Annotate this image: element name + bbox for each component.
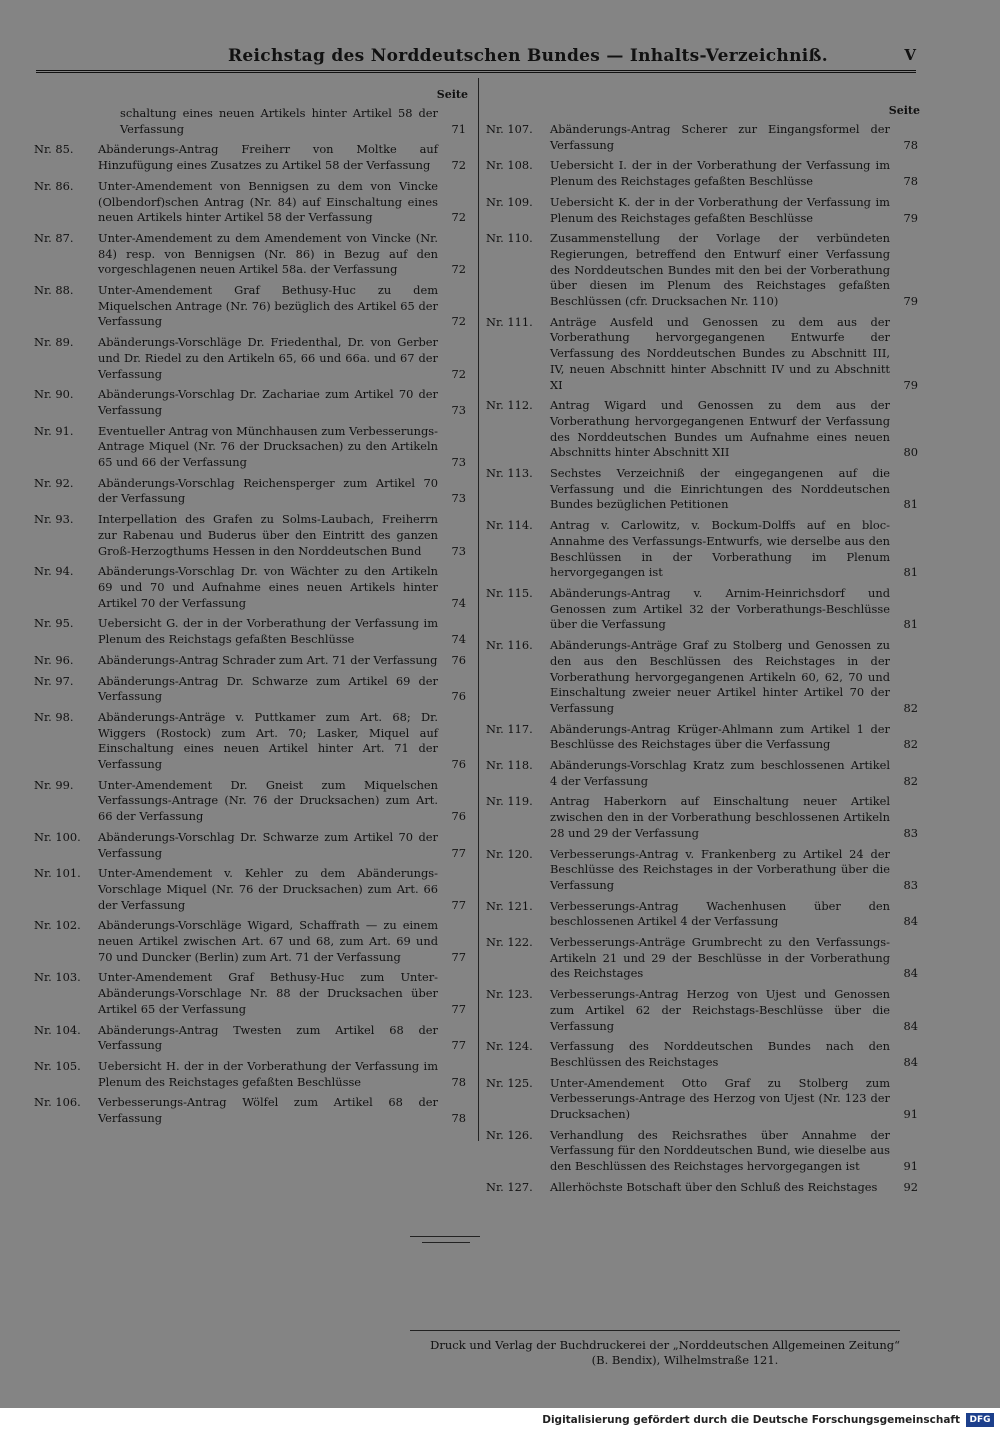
entry-number: Nr. 116. <box>486 638 533 653</box>
toc-entry <box>486 1180 920 1196</box>
entry-title: Abänderungs-Vorschlag Reichensperger zum Artikel 70 der Verfassung <box>98 475 438 506</box>
toc-entry <box>34 778 468 825</box>
toc-entry <box>486 586 920 633</box>
entry-number: Nr. 112. <box>486 398 533 413</box>
entry-number: Nr. 95. <box>34 616 74 631</box>
entry-title: Antrag Haberkorn auf Einschaltung neuer Artikel zwischen den in der Vorberathung beschlossenen Artikeln 28 und 29 der Verfassung <box>550 794 890 840</box>
entry-title: Uebersicht K. der in der Vorberathung der Verfassung im Plenum des Reichstages gefaßten Beschlüsse <box>550 194 890 225</box>
toc-entry <box>34 918 468 965</box>
entry-number: Nr. 118. <box>486 758 533 773</box>
entry-number: Nr. 124. <box>486 1039 533 1054</box>
entry-title: Verfassung des Norddeutschen Bundes nach den Beschlüssen des Reichstages <box>550 1039 890 1069</box>
entry-number: Nr. 107. <box>486 122 533 136</box>
dfg-credit: Digitalisierung gefördert durch die Deutsche Forschungsgemeinschaft <box>542 1414 960 1426</box>
toc-entry <box>486 466 920 513</box>
right-entry-list <box>486 122 920 1196</box>
end-rule <box>410 1236 480 1237</box>
entry-page: 72 <box>451 158 466 173</box>
entry-number: Nr. 114. <box>486 518 533 533</box>
entry-title: Abänderungs-Vorschlag Dr. Schwarze zum Artikel 70 der Verfassung <box>98 829 438 860</box>
entry-number: Nr. 102. <box>34 918 81 933</box>
toc-entry <box>486 518 920 581</box>
entry-number: Nr. 92. <box>34 475 74 490</box>
entry-number: Nr. 125. <box>486 1075 533 1090</box>
entry-number: Nr. 103. <box>34 970 81 985</box>
entry-page: 80 <box>903 445 918 460</box>
entry-title: Verbesserungs-Antrag Wölfel zum Artikel 68 der Verfassung <box>98 1095 438 1126</box>
toc-entry <box>486 899 920 930</box>
entry-page: 77 <box>451 897 466 912</box>
left-column <box>34 86 468 1132</box>
entry-page: 77 <box>451 1001 466 1016</box>
entry-number: Nr. 113. <box>486 466 533 481</box>
entry-page: 84 <box>903 1018 918 1033</box>
entry-page: 72 <box>451 262 466 277</box>
entry-number: Nr. 87. <box>34 230 74 245</box>
entry-title: Abänderungs-Vorschläge Wigard, Schaffrath — zu einem neuen Artikel zwischen Art. 67 und 68, zum Art. 69 und 70 und Duncker (Berlin) zum Art. 71 der Verfassung <box>98 918 438 964</box>
entry-number: Nr. 120. <box>486 846 533 861</box>
entry-page: 76 <box>451 809 466 824</box>
entry-title: Unter-Amendement Graf Bethusy-Huc zum Unter-Abänderungs-Vorschlage Nr. 88 der Drucksachen über Artikel 65 der Verfassung <box>98 970 438 1016</box>
toc-entry <box>486 987 920 1034</box>
entry-number: Nr. 90. <box>34 387 74 402</box>
entry-title: Unter-Amendement Dr. Gneist zum Miquelschen Verfassungs-Antrage (Nr. 76 der Drucksachen) zum Art. 66 der Verfassung <box>98 777 438 824</box>
entry-page: 78 <box>903 174 918 189</box>
entry-title: Sechstes Verzeichniß der eingegangenen auf die Verfassung und die Einrichtungen des Norddeutschen Bundes bezüglichen Petitionen <box>550 466 890 512</box>
entry-title: Verbesserungs-Anträge Grumbrecht zu den Verfassungs-Artikeln 21 und 29 der Beschlüsse in der Vorberathung des Reichstages <box>550 935 890 981</box>
toc-entry <box>34 1023 468 1054</box>
entry-title: Verbesserungs-Antrag Wachenhusen über den beschlossenen Artikel 4 der Verfassung <box>550 898 890 929</box>
entry-title: Anträge Ausfeld und Genossen zu dem aus der Vorberathung hervorgegangenen Entwurfe der Verfassung des Norddeutschen Bundes zu Abschnitt III, IV, neuen Abschnitt hinter Abschnitt IV und zu Abschnitt XI <box>550 314 890 392</box>
toc-entry <box>34 335 468 382</box>
toc-entry <box>34 674 468 705</box>
entry-number: Nr. 93. <box>34 512 74 527</box>
toc-entry <box>486 794 920 841</box>
entry-title: Abänderungs-Anträge Graf zu Stolberg und Genossen zu den aus den Beschlüssen des Reichstages in der Vorberathung hervorgegangenen Artikeln 60, 62, 70 und Einschaltung zweier neuer Artikel hinter Artikel 70 der Verfassung <box>550 638 890 715</box>
entry-number: Nr. 85. <box>34 142 74 157</box>
entry-title: Abänderungs-Antrag v. Arnim-Heinrichsdorf und Genossen zum Artikel 32 der Vorberathungs-Beschlüsse über die Verfassung <box>550 585 890 632</box>
entry-page: 73 <box>451 455 466 470</box>
imprint-line-2: (B. Bendix), Wilhelmstraße 121. <box>591 1353 779 1367</box>
toc-entry <box>486 315 920 394</box>
entry-title: Zusammenstellung der Vorlage der verbündeten Regierungen, betreffend den Entwurf einer Verfassung des Norddeutschen Bundes mit den bei der Vorberathung über diesen im Plenum des Reichstages gefaßten Beschlüssen (cfr. Drucksachen Nr. 110) <box>550 231 890 309</box>
entry-number: Nr. 115. <box>486 585 533 600</box>
entry-page: 81 <box>903 497 918 512</box>
page-header <box>36 44 916 70</box>
entry-number: Nr. 91. <box>34 423 74 438</box>
entry-title: Allerhöchste Botschaft über den Schluß des Reichstages <box>550 1179 878 1194</box>
entry-title: Verbesserungs-Antrag v. Frankenberg zu Artikel 24 der Beschlüsse des Reichstages in der Vorberathung über die Verfassung <box>550 846 890 892</box>
entry-number: Nr. 100. <box>34 829 81 844</box>
entry-page: 74 <box>451 632 466 647</box>
entry-page: 72 <box>451 314 466 329</box>
toc-entry <box>486 1076 920 1123</box>
entry-page: 81 <box>903 565 918 580</box>
toc-entry <box>34 424 468 471</box>
entry-page: 77 <box>451 845 466 860</box>
entry-title: Uebersicht H. der in der Vorberathung der Verfassung im Plenum des Reichstages gefaßten Beschlüsse <box>98 1058 438 1089</box>
entry-title: schaltung eines neuen Artikels hinter Artikel 58 der Verfassung <box>120 106 438 136</box>
entry-number: Nr. 122. <box>486 935 533 950</box>
entry-number: Nr. 86. <box>34 178 74 193</box>
entry-page: 79 <box>903 210 918 225</box>
entry-title: Unter-Amendement zu dem Amendement von Vincke (Nr. 84) resp. von Bennigsen (Nr. 86) in Bezug auf den vorgeschlagenen neuen Artikel 58a. der Verfassung <box>98 230 438 277</box>
entry-title: Verhandlung des Reichsrathes über Annahme der Verfassung für den Norddeutschen Bund, wie dieselbe aus den Beschlüssen des Reichstages hervorgegangen ist <box>550 1127 890 1174</box>
entry-title: Unter-Amendement von Bennigsen zu dem von Vincke (Olbendorf)schen Antrag (Nr. 84) auf Einschaltung eines neuen Artikels hinter Artikel 58 der Verfassung <box>98 178 438 225</box>
entry-page: 84 <box>903 914 918 929</box>
entry-number: Nr. 106. <box>34 1095 81 1110</box>
entry-number: Nr. 97. <box>34 673 74 688</box>
imprint <box>410 1338 900 1368</box>
toc-entry <box>34 1059 468 1090</box>
entry-number: Nr. 109. <box>486 194 533 209</box>
entry-page: 73 <box>451 491 466 506</box>
entry-page: 77 <box>451 1038 466 1053</box>
toc-entry <box>34 142 468 173</box>
toc-entry <box>34 830 468 861</box>
toc-entry <box>34 231 468 278</box>
toc-entry <box>34 512 468 559</box>
entry-page: 82 <box>903 700 918 715</box>
toc-entry <box>486 935 920 982</box>
toc-entry <box>34 283 468 330</box>
imprint-line-1: Druck und Verlag der Buchdruckerei der „Norddeutschen Allgemeinen Zeitung“ <box>430 1338 900 1352</box>
toc-entry <box>34 106 468 137</box>
entry-title: Abänderungs-Vorschlag Dr. von Wächter zu den Artikeln 69 und 70 und Aufnahme eines neuen Artikels hinter Artikel 70 der Verfassung <box>98 564 438 610</box>
entry-page: 72 <box>451 366 466 381</box>
entry-number: Nr. 123. <box>486 987 533 1002</box>
entry-page: 78 <box>451 1074 466 1089</box>
toc-entry <box>34 710 468 773</box>
toc-entry <box>486 1039 920 1070</box>
seite-label-left: Seite <box>436 88 468 101</box>
entry-page: 73 <box>451 402 466 417</box>
entry-title: Unter-Amendement v. Kehler zu dem Abänderungs-Vorschlage Miquel (Nr. 76 der Drucksachen) zum Art. 66 der Verfassung <box>98 866 438 912</box>
entry-page: 78 <box>451 1111 466 1126</box>
seite-label-right: Seite <box>888 104 920 117</box>
entry-number: Nr. 126. <box>486 1127 533 1142</box>
end-rule-short <box>422 1242 470 1243</box>
page-number: V <box>904 46 916 64</box>
entry-number: Nr. 99. <box>34 777 74 792</box>
entry-page: 79 <box>903 294 918 309</box>
entry-page: 74 <box>451 595 466 610</box>
toc-entry <box>34 1095 468 1126</box>
entry-page: 84 <box>903 966 918 981</box>
toc-entry <box>34 653 468 669</box>
toc-entry <box>486 158 920 189</box>
toc-entry <box>486 758 920 789</box>
toc-entry <box>486 722 920 753</box>
header-rule <box>36 70 916 73</box>
toc-entry <box>486 122 920 153</box>
entry-page: 81 <box>903 617 918 632</box>
entry-page: 76 <box>451 689 466 704</box>
entry-number: Nr. 89. <box>34 335 74 350</box>
entry-number: Nr. 117. <box>486 721 533 736</box>
entry-title: Unter-Amendement Graf Bethusy-Huc zu dem Miquelschen Antrage (Nr. 76) bezüglich des Artikel 65 der Verfassung <box>98 283 438 329</box>
toc-entry <box>34 564 468 611</box>
entry-page: 83 <box>903 877 918 892</box>
toc-entry <box>486 195 920 226</box>
entry-page: 71 <box>451 121 466 136</box>
entry-number: Nr. 105. <box>34 1058 81 1073</box>
entry-number: Nr. 104. <box>34 1022 81 1037</box>
toc-entry <box>34 616 468 647</box>
entry-page: 72 <box>451 210 466 225</box>
entry-title: Abänderungs-Antrag Krüger-Ahlmann zum Artikel 1 der Beschlüsse des Reichstages über die Verfassung <box>550 721 890 752</box>
entry-number: Nr. 96. <box>34 652 74 667</box>
toc-entry <box>486 398 920 461</box>
entry-title: Abänderungs-Antrag Schrader zum Art. 71 der Verfassung <box>98 652 438 667</box>
entry-page: 84 <box>903 1054 918 1069</box>
toc-entry <box>34 179 468 226</box>
entry-page: 73 <box>451 543 466 558</box>
toc-entry <box>34 387 468 418</box>
entry-number: Nr. 88. <box>34 283 74 298</box>
entry-title: Abänderungs-Vorschlag Kratz zum beschlossenen Artikel 4 der Verfassung <box>550 758 890 788</box>
entry-title: Abänderungs-Antrag Dr. Schwarze zum Artikel 69 der Verfassung <box>98 673 438 704</box>
entry-number: Nr. 98. <box>34 709 74 724</box>
entry-title: Eventueller Antrag von Münchhausen zum Verbesserungs-Antrage Miquel (Nr. 76 der Drucksachen) zu den Artikeln 65 und 66 der Verfassung <box>98 423 438 470</box>
imprint-rule <box>410 1330 900 1331</box>
entry-number: Nr. 108. <box>486 158 533 173</box>
toc-entry <box>486 847 920 894</box>
entry-page: 83 <box>903 825 918 840</box>
entry-page: 79 <box>903 377 918 392</box>
toc-entry <box>486 638 920 717</box>
dfg-logo-icon: DFG <box>966 1413 994 1427</box>
toc-entry <box>34 970 468 1017</box>
entry-title: Abänderungs-Vorschlag Dr. Zachariae zum Artikel 70 der Verfassung <box>98 387 438 417</box>
entry-page: 91 <box>903 1107 918 1122</box>
toc-entry <box>34 476 468 507</box>
entry-page: 92 <box>903 1179 918 1194</box>
entry-page: 76 <box>451 757 466 772</box>
digitization-footer <box>0 1408 1000 1432</box>
left-entry-list <box>34 106 468 1127</box>
column-divider <box>478 78 479 1141</box>
toc-entry <box>34 866 468 913</box>
entry-number: Nr. 121. <box>486 898 533 913</box>
right-column <box>486 102 920 1201</box>
entry-page: 82 <box>903 773 918 788</box>
entry-number: Nr. 111. <box>486 314 533 329</box>
entry-page: 82 <box>903 737 918 752</box>
entry-number: Nr. 127. <box>486 1179 533 1194</box>
entry-title: Antrag v. Carlowitz, v. Bockum-Dolffs auf en bloc-Annahme des Verfassungs-Entwurfs, wie derselbe aus den Beschlüssen in der Vorberathung im Plenum hervorgegangen ist <box>550 518 890 580</box>
entry-page: 78 <box>903 137 918 152</box>
entry-title: Unter-Amendement Otto Graf zu Stolberg zum Verbesserungs-Antrage des Herzog von Ujest (Nr. 123 der Drucksachen) <box>550 1075 890 1122</box>
entry-title: Uebersicht G. der in der Vorberathung der Verfassung im Plenum des Reichstags gefaßten Beschlüsse <box>98 616 438 647</box>
entry-title: Abänderungs-Antrag Scherer zur Eingangsformel der Verfassung <box>550 122 890 152</box>
entry-title: Uebersicht I. der in der Vorberathung der Verfassung im Plenum des Reichstages gefaßten Beschlüsse <box>550 158 890 189</box>
entry-title: Abänderungs-Vorschläge Dr. Friedenthal, Dr. von Gerber und Dr. Riedel zu den Artikeln 65, 66 und 66a. und 67 der Verfassung <box>98 335 438 381</box>
entry-title: Abänderungs-Antrag Twesten zum Artikel 68 der Verfassung <box>98 1022 438 1053</box>
toc-entry <box>486 231 920 310</box>
entry-number: Nr. 101. <box>34 866 81 881</box>
entry-number: Nr. 94. <box>34 564 74 579</box>
entry-page: 76 <box>451 652 466 667</box>
entry-number: Nr. 119. <box>486 794 533 809</box>
page-title: Reichstag des Norddeutschen Bundes — Inhalts-Verzeichniß. <box>228 46 828 66</box>
entry-title: Interpellation des Grafen zu Solms-Laubach, Freiherrn zur Rabenau und Buderus über den Eintritt des ganzen Groß-Herzogthums Hessen in den Norddeutschen Bund <box>98 512 438 558</box>
entry-title: Verbesserungs-Antrag Herzog von Ujest und Genossen zum Artikel 62 der Reichstags-Beschlüsse über die Verfassung <box>550 987 890 1033</box>
entry-title: Antrag Wigard und Genossen zu dem aus der Vorberathung hervorgegangenen Entwurf der Verfassung des Norddeutschen Bundes um Aufnahme eines neuen Abschnitts hinter Abschnitt XII <box>550 398 890 460</box>
entry-title: Abänderungs-Anträge v. Puttkamer zum Art. 68; Dr. Wiggers (Rostock) zum Art. 70; Lasker, Miquel auf Einschaltung eines neuen Artikel hinter Art. 71 der Verfassung <box>98 709 438 772</box>
toc-entry <box>486 1128 920 1175</box>
entry-number: Nr. 110. <box>486 231 533 246</box>
entry-page: 91 <box>903 1159 918 1174</box>
entry-page: 77 <box>451 949 466 964</box>
entry-title: Abänderungs-Antrag Freiherr von Moltke auf Hinzufügung eines Zusatzes zu Artikel 58 der Verfassung <box>98 142 438 173</box>
